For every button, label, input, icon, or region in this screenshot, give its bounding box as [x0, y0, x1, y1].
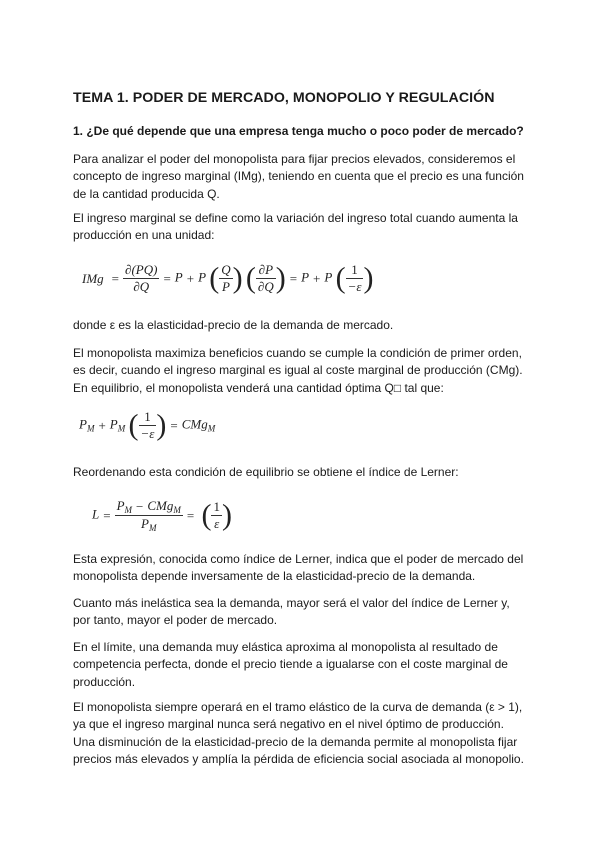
formula-subscript: M	[173, 505, 181, 515]
paragraph-limit	[73, 639, 535, 691]
text-line: producción en una unidad:	[73, 228, 215, 243]
formula-term: P	[116, 498, 125, 513]
formula-fraction	[139, 409, 157, 442]
fraction-numerator: ∂(PQ)	[125, 262, 158, 277]
text-line: Reordenando esta condición de equilibrio se obtiene el índice de Lerner:	[73, 465, 459, 479]
section-question: 1. ¿De qué depende que una empresa tenga mucho o poco poder de mercado?	[73, 124, 524, 138]
formula-operator: =	[163, 270, 171, 286]
formula-term: IMg	[82, 270, 104, 286]
paragraph-lerner-intro	[73, 464, 535, 481]
formula-term: P	[174, 269, 183, 285]
fraction-denominator: ∂Q	[133, 279, 150, 294]
formula-fraction	[219, 262, 232, 295]
fraction-numerator: 1	[139, 409, 157, 426]
fraction-denominator: ∂Q	[257, 279, 274, 294]
formula-term: P	[301, 269, 310, 285]
formula-fraction	[346, 262, 364, 295]
text-line: En el límite, una demanda muy elástica aproxima al monopolista al resultado de	[73, 640, 498, 654]
text-line: por tanto, mayor el poder de mercado.	[73, 613, 278, 628]
formula-operator: +	[313, 270, 321, 286]
paragraph-intro	[73, 151, 535, 203]
page-title: TEMA 1. PODER DE MERCADO, MONOPOLIO Y REGULACIÓN	[73, 90, 495, 106]
formula-subscript: M	[148, 523, 157, 534]
formula-equilibrium: $P_M + P_M$ ( $\frac{1}{-\varepsilon}$ ) = CMg$_M$	[79, 408, 216, 442]
formula-operator: =	[103, 507, 111, 523]
paragraph-lerner-meaning	[73, 551, 535, 586]
fraction-denominator: P	[222, 279, 230, 294]
formula-operator: +	[186, 270, 195, 286]
text-line: monopolista depende inversamente de la elasticidad-precio de la demanda.	[73, 569, 476, 584]
text-line: ya que el ingreso marginal nunca será negativo en el nivel óptimo de producción.	[73, 717, 504, 732]
paragraph-marginal-revenue	[73, 210, 535, 245]
formula-term: CMg	[147, 498, 174, 513]
formula-subscript: M	[86, 423, 95, 434]
formula-fraction	[115, 498, 183, 533]
paragraph-elastic-segment	[73, 699, 535, 769]
formula-term: L	[92, 506, 100, 522]
text-line: donde ε es la elasticidad-precio de la demanda de mercado.	[73, 318, 394, 332]
formula-operator: −	[136, 499, 144, 515]
formula-operator: +	[98, 417, 106, 433]
text-line: El monopolista maximiza beneficios cuando se cumple la condición de primer orden,	[73, 346, 522, 360]
fraction-numerator: 1	[213, 499, 220, 515]
paragraph-elasticity	[73, 317, 535, 334]
fraction-denominator: −ε	[140, 426, 155, 441]
text-line: Esta expresión, conocida como índice de Lerner, indica que el poder de mercado del	[73, 552, 524, 566]
formula-subscript: M	[124, 505, 133, 515]
formula-term: P	[79, 416, 87, 432]
paragraph-inelastic	[73, 595, 535, 630]
text-line: Para analizar el poder del monopolista para fijar precios elevados, consideremos el	[73, 152, 516, 166]
fraction-numerator: Q	[221, 262, 231, 277]
formula-subscript: M	[117, 423, 126, 434]
fraction-numerator: 1	[346, 262, 364, 279]
formula-operator: =	[170, 417, 178, 433]
formula-lerner-index: L = $P_M - CMg_M$ $P_M$ = ( $\frac{1}{\varepsilon}$ )	[92, 498, 232, 534]
fraction-numerator: ∂P	[256, 262, 276, 279]
formula-operator: =	[289, 270, 298, 286]
fraction-denominator: ε	[214, 516, 220, 532]
text-line: En equilibrio, el monopolista venderá una cantidad óptima Q□ tal que:	[73, 380, 444, 395]
formula-term: P	[198, 269, 207, 285]
formula-term: P	[141, 516, 149, 532]
formula-term: CMg	[181, 416, 208, 432]
fraction-denominator: −ε	[347, 279, 362, 294]
formula-marginal-revenue: IMg = $\frac{\partial(PQ)}{\partial Q}$ = P + P ( $\frac{Q}{P}$ ) ( $\frac{\partial P}{\partial Q}$ ) = P + P ( $\frac{1}{-\varepsilon}$ )	[82, 261, 374, 295]
text-line: es decir, cuando el ingreso marginal es igual al coste marginal de producción (CMg).	[73, 363, 523, 378]
text-line: concepto de ingreso marginal (IMg), teniendo en cuenta que el precio es una función	[73, 169, 524, 184]
formula-fraction	[211, 499, 222, 532]
paragraph-first-order	[73, 345, 535, 397]
text-line: competencia perfecta, donde el precio tiende a igualarse con el coste marginal de	[73, 657, 508, 672]
formula-fraction	[123, 262, 159, 295]
text-line: Cuanto más inelástica sea la demanda, mayor será el valor del índice de Lerner y,	[73, 596, 510, 610]
formula-term: P	[109, 416, 118, 432]
formula-operator: =	[111, 270, 120, 286]
formula-operator: =	[186, 507, 195, 523]
formula-term: P	[324, 269, 333, 285]
text-line: precios más elevados y amplía la pérdida de eficiencia social asociada al monopolio.	[73, 752, 524, 767]
text-line: El ingreso marginal se define como la variación del ingreso total cuando aumenta la	[73, 211, 518, 225]
formula-fraction	[256, 262, 276, 295]
text-line: Una disminución de la elasticidad-precio de la demanda permite al monopolista fijar	[73, 734, 518, 749]
formula-subscript: M	[207, 423, 216, 434]
text-line: de la cantidad producida Q.	[73, 186, 220, 201]
text-line: El monopolista siempre operará en el tramo elástico de la curva de demanda (ε > 1),	[73, 700, 523, 714]
text-line: producción.	[73, 674, 136, 689]
